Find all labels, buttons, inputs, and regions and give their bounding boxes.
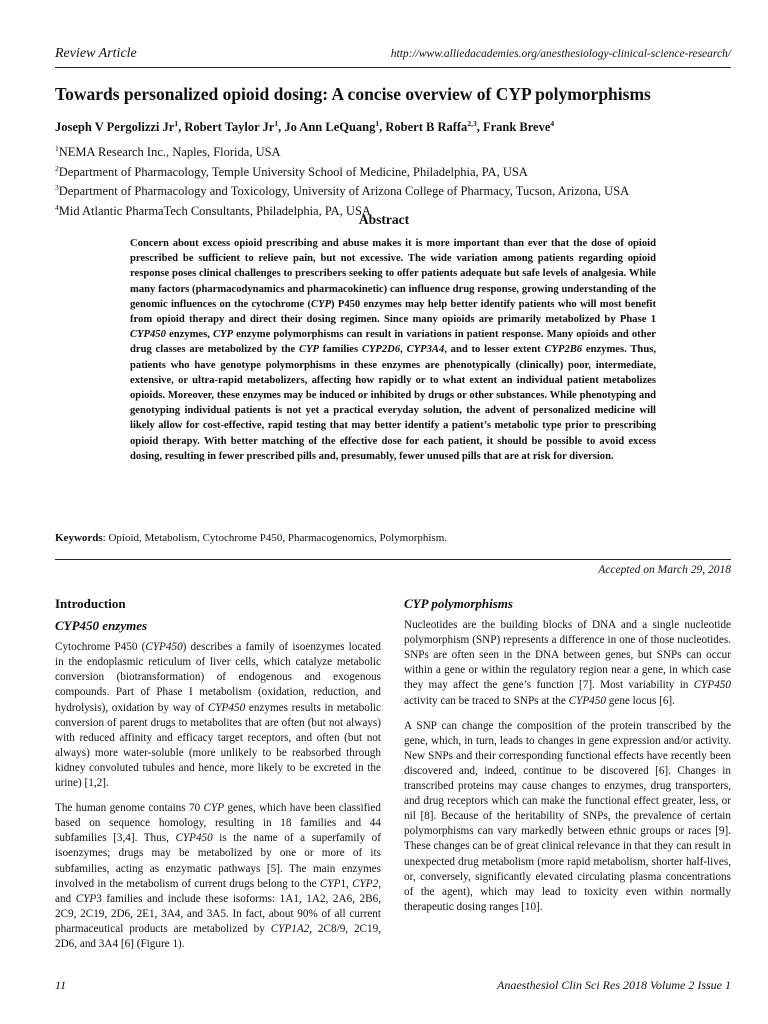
text-run: enzymes. Thus, patients who have genotype polymorphisms in these enzymes are phenotypically (clinically) poor, intermediate, extensive, or ultra-rapid metabolizers, affecting how rapidly or to what extent an individual patient metabolizes opioids. Moreover, these enzymes may be induced or inhibited by drugs or other substances. While phenotyping and genotyping individual patients is not yet a practical everyday solution, the advent of personalized medicine will likely allow for cost-effective, rapid testing that may better identify a patient’s metabolic type prior to prescribing opioid therapy. With better matching of the effective dose for each patient, it should be possible to avoid excess dosing, resulting in fewer prescribed pills and, presumably, fewer unused pills that are at risk for diversion.: [130, 344, 656, 462]
italic-term: CYP450: [693, 679, 731, 692]
affiliation-marker: 1: [274, 119, 279, 128]
italic-term: CYP450: [130, 329, 166, 341]
article-type-label: Review Article: [55, 46, 137, 61]
affiliation-text: NEMA Research Inc., Naples, Florida, USA: [58, 145, 281, 160]
affiliation-number: 3: [55, 183, 59, 193]
text-run: 3 families and include these isoforms: 1A1, 1A2, 2A6, 2B6, 2C9, 2C19, 2D6, 2E1, 3A4, and 3A5. In fact, about 90% of all current pharmaceutical products are metabolized by: [55, 892, 381, 935]
affiliation-marker: 4: [550, 119, 555, 128]
author-name: Robert Taylor Jr: [184, 120, 275, 135]
text-run: enzymes,: [165, 329, 214, 341]
italic-term: CYP: [319, 877, 341, 890]
journal-citation: Anaesthesiol Clin Sci Res 2018 Volume 2 Issue 1: [497, 978, 731, 992]
abstract-heading: Abstract: [358, 212, 410, 227]
text-run: , and: [55, 877, 381, 905]
italic-term: CYP450: [207, 701, 246, 714]
paragraph: [404, 618, 731, 709]
author-separator: ,: [476, 120, 483, 135]
italic-term: CYP: [311, 298, 332, 310]
author-name: Frank Breve: [482, 120, 551, 135]
text-run: enzymes results in metabolic conversion of parent drugs to metabolites that are often (but not always) with reduced affinity and efficacy target receptors, and often (but not always) more water-soluble (more unlikely to be reabsorbed through kidney convoluted tubules and hence, more likely to be excreted in the urine) [1,2].: [55, 701, 382, 790]
author-separator: ,: [278, 120, 285, 135]
affiliation-text: Department of Pharmacology, Temple University School of Medicine, Philadelphia, PA, USA: [58, 164, 528, 179]
paragraph: [404, 719, 731, 915]
paper-title: Towards personalized opioid dosing: A concise overview of CYP polymorphisms: [55, 84, 651, 104]
affiliation-item: [55, 180, 731, 200]
italic-term: CYP2B6: [544, 344, 583, 356]
subheading-cyp-polymorphisms: CYP polymorphisms: [404, 596, 513, 611]
italic-term: CYP450: [175, 832, 213, 845]
affiliation-marker: 1: [174, 119, 179, 128]
italic-term: CYP450: [145, 641, 183, 654]
right-column: [404, 596, 731, 925]
text-run: Nucleotides are the building blocks of DNA and a single nucleotide polymorphism (SNP) represents a difference in one of those nucleotides. SNPs are often seen in the DNA between genes, but SNPs can occur within a gene or within the regulatory region near a gene, in which case they may affect the gene’s function [7]. Most variability in: [404, 619, 731, 692]
affiliation-item: [55, 161, 731, 181]
text-run: ) P450 enzymes may help better identify patients who will most benefit from opioid therapy and direct their dosing regimen. Since many opioids are primarily metabolized by Phase 1: [130, 298, 656, 326]
text-run: families: [319, 344, 362, 356]
keywords-label: Keywords: [55, 532, 103, 544]
left-column: [55, 596, 381, 962]
italic-term: CYP2: [352, 877, 379, 890]
text-run: , and to lesser extent: [444, 344, 545, 356]
text-run: is the name of a superfamily of isoenzymes; drugs may be metabolized by one or more of its subfamilies, acting as enzymatic pathways [5]. The main enzymes involved in the metabolism of current drugs belong to the: [55, 832, 381, 890]
author-separator: ,: [178, 120, 185, 135]
author-name: Jo Ann LeQuang: [284, 120, 376, 135]
text-run: Concern about excess opioid prescribing and abuse makes it is more important than ever that the dose of opioid prescribed be sufficient to relieve pain, but not excessive. The wide variation among patients regarding opioid response poses clinical challenges to prescribers seeking to offer patients adequate but safe levels of analgesia. While many factors (pharmacodynamics and pharmacokinetic) can influence drug response, growing understanding of the genomic influences on the cytochrome (: [130, 238, 656, 310]
subheading-cyp450-enzymes: CYP450 enzymes: [55, 618, 148, 634]
text-run: ,: [400, 344, 407, 356]
italic-term: CYP: [203, 802, 225, 815]
section-heading-introduction: Introduction: [55, 596, 126, 611]
accepted-date: Accepted on March 29, 2018: [598, 564, 731, 576]
page-number: 11: [55, 978, 67, 992]
journal-url-link[interactable]: http://www.alliedacademies.org/anesthesiology-clinical-science-research/: [390, 48, 731, 60]
text-run: 1,: [340, 877, 353, 890]
abstract-body: [130, 236, 656, 464]
text-run: , 2C8/9, 2C19, 2D6, and 3A4 [6] (Figure 1).: [55, 922, 381, 950]
italic-term: CYP1A2: [270, 922, 310, 935]
keywords-line: [55, 532, 731, 544]
text-run: ) describes a family of isoenzymes located in the endoplasmic reticulum of liver cells, which catalyze metabolic conversion (biotransformation) of endogenous and exogenous compounds. Part of Phase I metabolism (oxidation, reduction, and hydrolysis), oxidation by way of: [55, 641, 381, 714]
author-separator: ,: [379, 120, 386, 135]
affiliation-marker: 1: [375, 119, 380, 128]
text-run: The human genome contains 70: [55, 802, 204, 815]
affiliation-text: Mid Atlantic PharmaTech Consultants, Philadelphia, PA, USA: [58, 204, 371, 219]
running-header: [55, 46, 731, 66]
italic-term: CYP: [213, 329, 234, 341]
text-run: Cytochrome P450 (: [55, 641, 146, 654]
text-run: activity can be traced to SNPs at the: [404, 694, 569, 707]
affiliation-list: [55, 141, 731, 220]
affiliation-number: 4: [55, 202, 59, 212]
italic-term: CYP3A4: [406, 344, 445, 356]
text-run: gene locus [6].: [605, 694, 675, 707]
italic-term: CYP: [299, 344, 320, 356]
affiliation-item: [55, 141, 731, 161]
keywords-text: : Opioid, Metabolism, Cytochrome P450, Pharmacogenomics, Polymorphism.: [102, 532, 448, 544]
affiliation-text: Department of Pharmacology and Toxicology, University of Arizona College of Pharmacy, Tucson, Arizona, USA: [58, 184, 630, 199]
italic-term: CYP: [75, 892, 97, 905]
italic-term: CYP2D6: [361, 344, 401, 356]
author-list: [55, 119, 731, 135]
header-divider: [55, 67, 731, 68]
text-run: genes, which have been classified based on sequence homology, resulting in 18 families and 44 subfamilies [3,4]. Thus,: [55, 802, 381, 845]
affiliation-marker: 2,3: [467, 119, 477, 128]
affiliation-number: 1: [55, 144, 59, 153]
text-run: enzyme polymorphisms can result in variations in patient response. Many opioids and other drug classes are metabolized by the: [130, 329, 657, 356]
text-run: A SNP can change the composition of the protein transcribed by the gene, which, in turn, leads to changes in gene expression and/or activity. New SNPs and their corresponding functional effects have recently been discovered and, indeed, continue to be discovered [6]. Changes in transcribed proteins may cause changes to enzymes, drug transporters, and drug receptors which can make the functional effect greater, less, or nil [8]. Because of the heritability of SNPs, the prevalence of certain polymorphisms can vary markedly between ethnic groups or races [9]. These changes can be of great clinical relevance in that they can result in unexpected drug metabolism (more rapid metabolism, shorter half-lives, or, conversely, significantly elevated circulating plasma concentrations of the agent), which may lead to toxicity even within normally therapeutic dosing ranges [10].: [404, 719, 731, 913]
italic-term: CYP450: [568, 694, 606, 707]
author-name: Robert B Raffa: [385, 120, 468, 135]
paragraph: [55, 640, 381, 791]
paragraph: [55, 801, 381, 952]
keywords-divider: [55, 559, 731, 560]
author-name: Joseph V Pergolizzi Jr: [55, 120, 175, 135]
affiliation-number: 2: [55, 163, 59, 173]
